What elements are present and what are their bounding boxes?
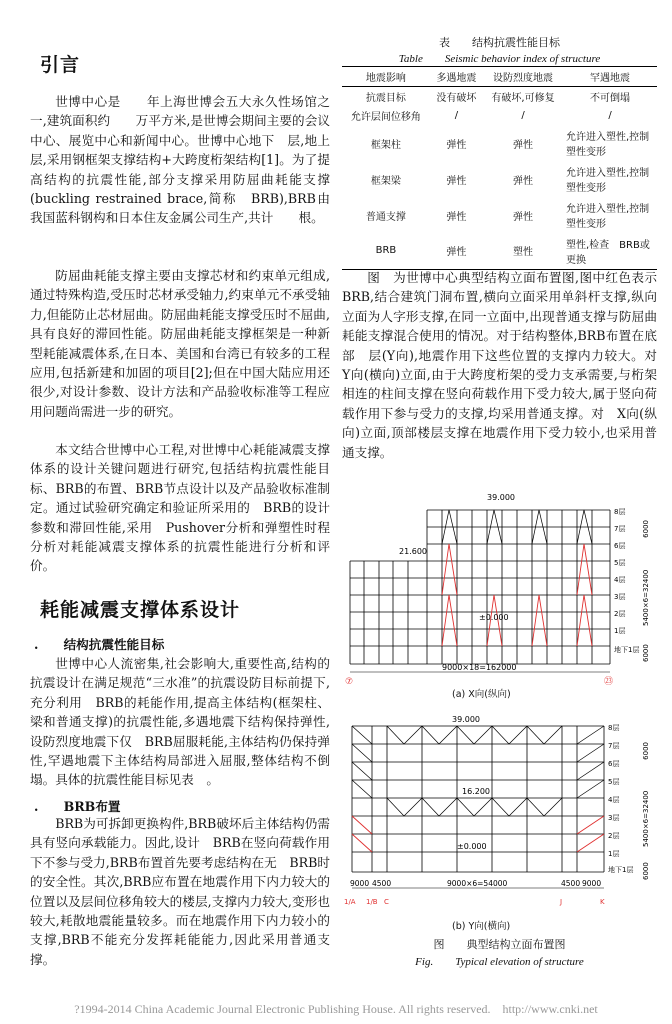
x-elev-mid: 21.600 [399, 547, 427, 556]
section-title-introduction: 引言 [40, 54, 81, 76]
y-floor-label: 2层 [608, 832, 620, 840]
paragraph-1: 世博中心是 年上海世博会五大永久性场馆之一,建筑面积约 万平方米,是世博会期间主要的会议中心、展览中心和新闻中心。世博中心地下 层,地上 层,采用钢框架支撑结构+大跨度桁架结构[1]。为了提高结构的抗震性能,部分支撑采用防屈曲耗能支撑(buckling restrained brace,简称 BRB),BRB由我国蓝科钢构和日本住友金属公司生产,共计 根。 [30, 94, 343, 226]
table-cell: 弹性 [513, 211, 533, 223]
y-dim-left2: 4500 [372, 879, 392, 888]
y-axis-label: 1/B [366, 898, 378, 906]
section-title-system-design: 耗能减震支撑体系设计 [40, 599, 241, 621]
table-cell: 允许进入塑性,控制塑性变形 [566, 132, 650, 158]
subsection-title-performance: . 结构抗震性能目标 [34, 637, 165, 652]
page-footer: ?1994-2014 China Academic Journal Electronic Publishing House. All rights reserved. http://www.cnki.net [74, 1002, 598, 1016]
table-row [342, 87, 657, 107]
y-dim-right: 4500 [561, 879, 581, 888]
x-floor-label: 3层 [614, 593, 626, 601]
y-floor-label: 3层 [608, 814, 620, 822]
x-floor-label: 2层 [614, 610, 626, 618]
y-dim-right2: 9000 [582, 879, 602, 888]
y-floor-label: 8层 [608, 724, 620, 732]
x-dim-span: 9000×18=162000 [442, 663, 517, 672]
table-header-cell: 地震影响 [342, 67, 430, 87]
table-caption-cn: 表 结构抗震性能目标 [439, 36, 560, 49]
table-cell: 弹性 [446, 139, 467, 151]
table-cell: 框架柱 [370, 139, 401, 151]
paragraph-5: BRB为可拆卸更换构件,BRB破坏后主体结构仍需具有竖向承载能力。因此,设计 BRB在竖向荷载作用下不参与受力,BRB布置首先要考虑结构在无 BRB时的安全性。其次,BRB应布置在地震作用下内力较大的位置以及层间位移角较大的楼层,支撑内力较大,变形也较大,耗散地震能量较多。而在地震作用下内力较小的支撑,BRB不能充分发挥耗能能力,因此采用普通支撑。 [30, 816, 330, 967]
table-cell: 允许进入塑性,控制塑性变形 [566, 168, 650, 194]
x-elev-top: 39.000 [487, 493, 515, 502]
table-row [342, 125, 657, 161]
table-header-cell: 设防烈度地震 [483, 67, 563, 87]
table-cell: / [521, 110, 525, 121]
subsection-title-brb-layout: . BRB布置 [34, 799, 121, 814]
y-elev-top: 39.000 [452, 715, 480, 724]
paragraph-2: 防屈曲耗能支撑主要由支撑芯材和约束单元组成,通过特殊构造,受压时芯材承受轴力,约束单元不承受轴力,但能防止芯材屈曲。防屈曲耗能支撑受压时不屈曲,具有良好的滞回性能。防屈曲耗能支撑框架是一种新型耗能减震体系,在日本、美国和台湾已有较多的工程应用,包括新建和加固的项目[2];但在中国大陆应用还很少,对设计参数、设计方法和产品验收标准等工程应用问题尚需进一步的研究。 [30, 268, 330, 419]
table-cell: 不可倒塌 [590, 93, 630, 104]
y-floor-label: 1层 [608, 850, 620, 858]
figure-a-caption: (a) X向(纵向) [452, 689, 511, 700]
x-floor-label: 6层 [614, 542, 626, 550]
y-axis-label: K [600, 898, 605, 906]
table-header-row [342, 67, 657, 87]
y-axis-label: 1/A [344, 898, 356, 906]
table-cell: 普通支撑 [365, 211, 406, 223]
x-floor-label: 5层 [614, 559, 626, 567]
y-floor-label: 5层 [608, 778, 620, 786]
x-elev-zero: ±0.000 [479, 613, 509, 622]
x-elevation-drawing [342, 486, 657, 691]
table-cell: 弹性 [446, 175, 467, 187]
x-dim-top: 6000 [642, 520, 650, 538]
table-row [342, 233, 657, 269]
y-elev-zero: ±0.000 [457, 842, 487, 851]
y-floor-label: 7层 [608, 742, 620, 750]
y-truss-braces [352, 726, 604, 816]
paragraph-6: 图 为世博中心典型结构立面布置图,图中红色表示 BRB,结合建筑门洞布置,横向立面采用单斜杆支撑,纵向立面为人字形支撑,在同一立面中,出现普通支撑与防屈曲耗能支撑混合使用的情况。对于结构整体,BRB布置在底部 层(Y向),地震作用下这些位置的支撑内力较大。对 Y向(横向)立面,由于大跨度桁架的受力支承需要,与桁架相连的柱间支撑在竖向荷载作用下受力较大,属于竖向荷载作用下参与受力的支撑,均采用普通支撑。对 X向(纵向)立面,顶部楼层支撑在地震作用下受力较小,也采用普通支撑。 [342, 270, 670, 460]
table-cell: 没有破坏 [436, 93, 477, 104]
paragraph-4: 世博中心人流密集,社会影响大,重要性高,结构的抗震设计在满足规范“三水准”的抗震设防目标前提下,充分利用 BRB的耗能作用,提高主体结构(框架柱、梁和普通支撑)的抗震性能,多遇地震下结构保持弹性,设防烈度地震下仅 BRB屈服耗能,主体结构仍保持弹性,罕遇地震下主体结构局部进入屈服,整体结构不倒塌。具体的抗震性能目标见表 。 [30, 656, 330, 788]
table-cell: 塑性 [483, 233, 563, 269]
table-cell: BRB [342, 233, 430, 269]
table-cell: / [608, 110, 612, 121]
table-cell: / [454, 110, 459, 121]
table-cell: 框架梁 [370, 175, 401, 187]
figure-caption-en: Fig. Typical elevation of structure [415, 956, 584, 968]
x-floor-label: 地下1层 [614, 646, 640, 654]
figure-b-caption: (b) Y向(横向) [452, 921, 511, 932]
y-axis-label: J [560, 898, 563, 906]
y-dim-top: 6000 [642, 742, 650, 760]
table-cell: 弹性 [513, 175, 533, 187]
paragraph-3: 本文结合世博中心工程,对世博中心耗能减震支撑体系的设计关键问题进行研究,包括结构抗震性能目标、BRB的布置、BRB节点设计以及产品验收标准制定。通过试验研究确定和验证所采用的 BRB的设计参数和滞回性能,采用 Pushover分析和弹塑性时程分析对耗能减震支撑体系的抗震性能进行分析和评价。 [30, 442, 330, 574]
y-dim-bot: 6000 [642, 862, 650, 880]
table-cell: 塑性,检查 BRB或更换 [563, 233, 657, 269]
table-cell: 弹性 [430, 233, 483, 269]
x-floor-label: 8层 [614, 508, 626, 516]
y-floor-label: 4层 [608, 796, 620, 804]
table-header-cell: 罕遇地震 [563, 67, 657, 87]
y-floor-label: 地下1层 [608, 866, 634, 874]
x-floor-label: 7层 [614, 525, 626, 533]
x-axis-right: ㉓ [604, 677, 614, 687]
table-cell: 抗震目标 [365, 93, 406, 104]
y-dim-height: 5400×6=32400 [642, 790, 650, 847]
y-elevation-drawing [342, 712, 657, 922]
table-cell: 允许进入塑性,控制塑性变形 [566, 204, 650, 230]
table-cell: 弹性 [446, 211, 467, 223]
table-row [342, 197, 657, 233]
x-axis-left: ⑦ [345, 677, 354, 687]
y-dim-span: 9000×6=54000 [447, 879, 508, 888]
x-floor-label: 1层 [614, 627, 626, 635]
figure-caption-cn: 图 典型结构立面布置图 [433, 938, 566, 951]
y-axis-label: C [384, 898, 389, 906]
table-caption-en: Table Seismic behavior index of structure [398, 53, 601, 65]
figure-x-elevation [342, 486, 657, 691]
table-row [342, 106, 657, 125]
y-floor-label: 6层 [608, 760, 620, 768]
table-header-cell: 多遇地震 [430, 67, 483, 87]
x-dim-bot: 6000 [642, 644, 650, 662]
y-dim-left1: 9000 [350, 879, 370, 888]
x-dim-height: 5400×6=32400 [642, 569, 650, 626]
table-cell: 弹性 [513, 139, 533, 151]
table-cell: 有破坏,可修复 [491, 93, 555, 104]
figure-y-elevation [342, 712, 657, 922]
table-row [342, 161, 657, 197]
x-frame-grid [350, 510, 610, 664]
table-cell: 允许层间位移角 [350, 112, 421, 123]
y-elev-mid: 16.200 [462, 787, 490, 796]
x-floor-label: 4层 [614, 576, 626, 584]
performance-table [342, 66, 657, 270]
